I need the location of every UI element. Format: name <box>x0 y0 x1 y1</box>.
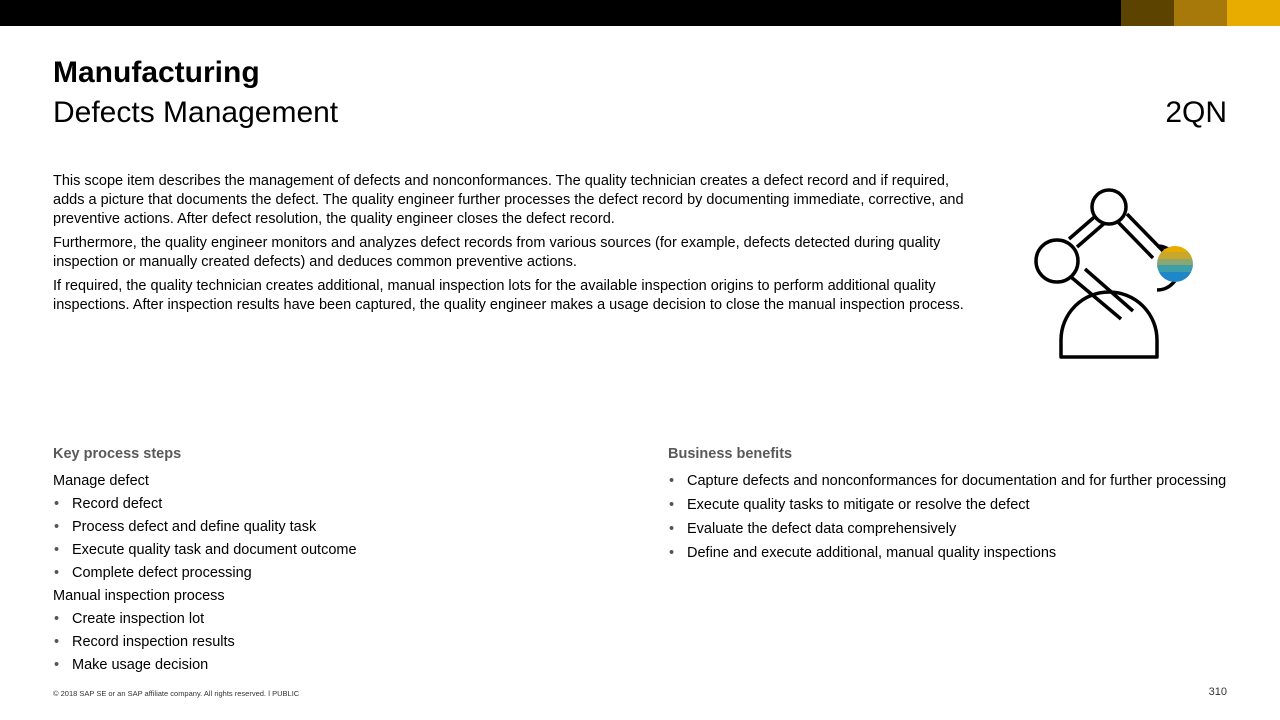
business-benefits <box>668 445 1228 568</box>
top-bar <box>0 0 1280 26</box>
list-item: • Execute quality tasks to mitigate or resolve the defect <box>668 496 1228 515</box>
step-list <box>53 610 613 675</box>
accent-swatch-light <box>1227 0 1280 26</box>
accent-swatch-dark <box>1121 0 1174 26</box>
intro-text <box>53 172 968 320</box>
step-group-label: Manage defect <box>53 473 149 489</box>
key-steps-heading: Key process steps <box>53 446 182 462</box>
list-item: • Make usage decision <box>53 656 613 675</box>
intro-paragraph: This scope item describes the management of defects and nonconformances. The quality technician creates a defect record and if required, adds a picture that documents the defect. The quality engineer further processes the defect record by documenting immediate, corrective, and preventive actions. After defect resolution, the quality engineer closes the defect record. <box>53 173 964 227</box>
benefit-list <box>668 472 1228 563</box>
list-item: • Capture defects and nonconformances for documentation and for further processing <box>668 472 1228 491</box>
list-item: • Record defect <box>53 495 613 514</box>
intro-paragraph: If required, the quality technician creates additional, manual inspection lots for the available inspection origins to perform additional quality inspections. After inspection results have been captured, the quality engineer makes a usage decision to close the manual inspection process. <box>53 278 964 313</box>
robotic-arm-icon <box>1025 180 1205 365</box>
key-process-steps <box>53 445 613 679</box>
list-item: • Execute quality task and document outcome <box>53 541 613 560</box>
page-title: Manufacturing <box>53 56 260 89</box>
list-item: • Process defect and define quality task <box>53 518 613 537</box>
intro-paragraph: Furthermore, the quality engineer monitors and analyzes defect records from various sources (for example, defects detected during quality inspection or manually created defects) and deduces common preventive actions. <box>53 235 941 270</box>
accent-swatch-medium <box>1174 0 1227 26</box>
step-group-label: Manual inspection process <box>53 588 225 604</box>
copyright-footer: © 2018 SAP SE or an SAP affiliate company. All rights reserved. ǀ PUBLIC <box>53 689 300 698</box>
page-subtitle: Defects Management <box>53 96 339 129</box>
page-number: 310 <box>1208 686 1227 698</box>
scope-item-id: 2QN <box>1165 96 1227 129</box>
step-list <box>53 495 613 583</box>
list-item: • Create inspection lot <box>53 610 613 629</box>
list-item: • Complete defect processing <box>53 564 613 583</box>
benefits-heading: Business benefits <box>668 446 793 462</box>
list-item: • Record inspection results <box>53 633 613 652</box>
list-item: • Define and execute additional, manual quality inspections <box>668 544 1228 563</box>
list-item: • Evaluate the defect data comprehensively <box>668 520 1228 539</box>
